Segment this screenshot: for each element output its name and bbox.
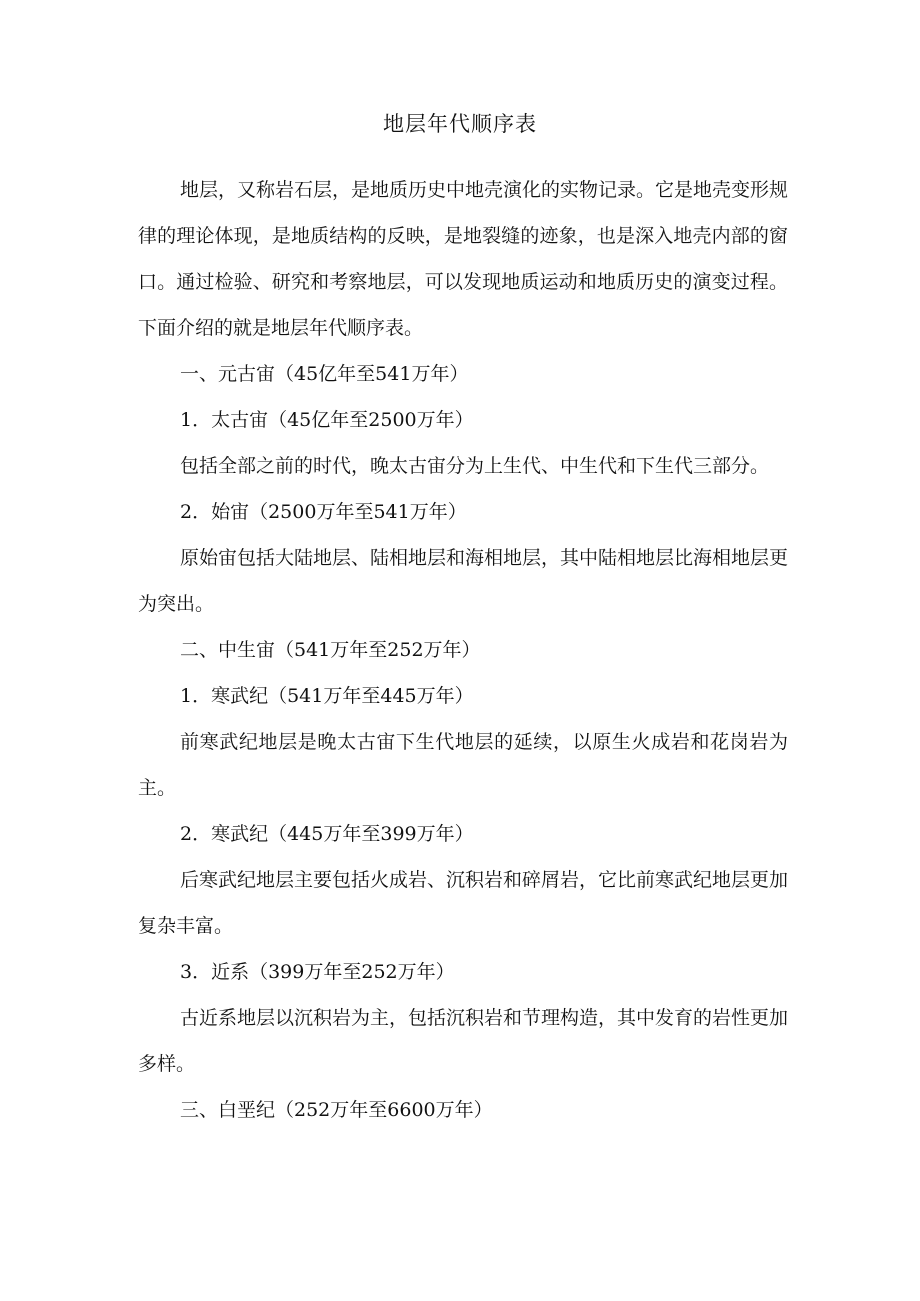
subsection-heading-2-2: 2．寒武纪（445万年至399万年）	[180, 823, 474, 845]
subsection-text-1-2: 原始宙包括大陆地层、陆相地层和海相地层，其中陆相地层比海相地层更为突出。	[138, 547, 789, 615]
section-heading-1: 一、元古宙（45亿年至541万年）	[180, 363, 469, 385]
document-body	[138, 167, 788, 1133]
section-heading-2: 二、中生宙（541万年至252万年）	[180, 639, 481, 661]
intro-paragraph: 地层，又称岩石层，是地质历史中地壳演化的实物记录。它是地壳变形规律的理论体现，是地质结构的反映，是地裂缝的迹象，也是深入地壳内部的窗口。通过检验、研究和考察地层，可以发现地质运动和地质历史的演变过程。下面介绍的就是地层年代顺序表。	[138, 179, 789, 339]
subsection-heading-2-1: 1．寒武纪（541万年至445万年）	[180, 685, 474, 707]
subsection-text-2-3: 古近系地层以沉积岩为主，包括沉积岩和节理构造，其中发育的岩性更加多样。	[138, 1007, 789, 1075]
subsection-text-2-1: 前寒武纪地层是晚太古宙下生代地层的延续，以原生火成岩和花岗岩为主。	[138, 731, 788, 799]
section-heading-3: 三、白垩纪（252万年至6600万年）	[180, 1099, 493, 1121]
subsection-heading-1-2: 2．始宙（2500万年至541万年）	[180, 501, 467, 523]
subsection-heading-1-1: 1．太古宙（45亿年至2500万年）	[180, 409, 474, 431]
subsection-text-1-1: 包括全部之前的时代，晚太古宙分为上生代、中生代和下生代三部分。	[180, 455, 770, 477]
subsection-text-2-2: 后寒武纪地层主要包括火成岩、沉积岩和碎屑岩，它比前寒武纪地层更加复杂丰富。	[138, 869, 789, 937]
document-title: 地层年代顺序表	[383, 112, 537, 136]
subsection-heading-2-3: 3．近系（399万年至252万年）	[180, 961, 455, 983]
